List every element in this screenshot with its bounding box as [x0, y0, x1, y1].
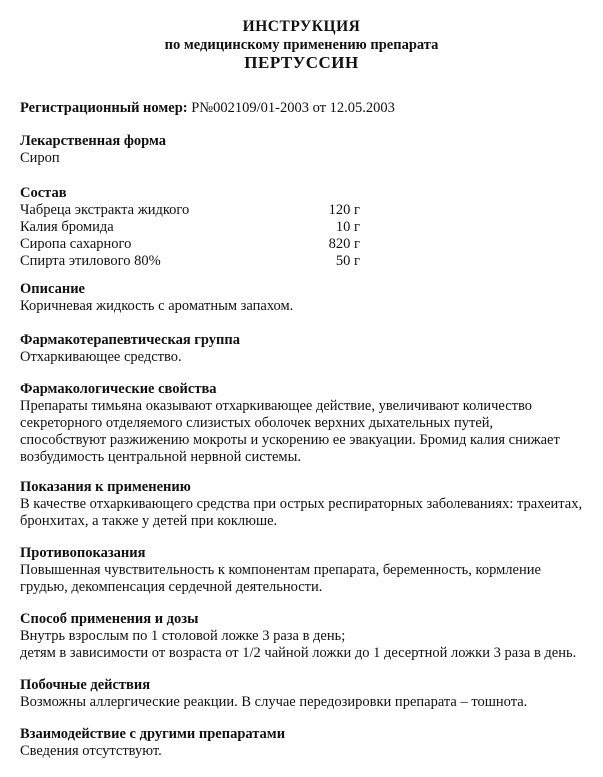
section-text: Возможны аллергические реакции. В случае передозировки препарата – тошнота.: [20, 694, 528, 710]
section-pharm-group: [20, 332, 588, 366]
registration-label: Регистрационный номер:: [20, 100, 188, 116]
section-title: Фармакотерапевтическая группа: [20, 332, 240, 348]
section-interactions: [20, 726, 588, 760]
composition-row: [20, 202, 360, 219]
section-title: Взаимодействие с другими препаратами: [20, 726, 286, 742]
text-line: бронхитах, а также у детей при коклюше.: [20, 513, 278, 529]
section-indications: [20, 479, 588, 530]
section-pharm-properties: [20, 381, 588, 466]
registration-value: Р№002109/01-2003 от 12.05.2003: [191, 100, 395, 116]
section-title: Описание: [20, 281, 85, 297]
ingredient-qty: 120 г: [328, 202, 360, 218]
ingredient-qty: 50 г: [335, 253, 360, 269]
section-text: Коричневая жидкость с ароматным запахом.: [20, 298, 294, 314]
text-line: возбудимость центральной нервной системы.: [20, 449, 301, 465]
text-line: детям в зависимости от возраста от 1/2 чайной ложки до 1 десертной ложки 3 раза в день.: [20, 645, 577, 661]
text-line: Препараты тимьяна оказывают отхаркивающее действие, увеличивают количество: [20, 398, 532, 414]
section-text: Сведения отсутствуют.: [20, 743, 162, 759]
ingredient-name: Чабреца экстракта жидкого: [20, 202, 190, 218]
ingredient-name: Сиропа сахарного: [20, 236, 132, 252]
text-line: способствуют разжижению мокроты и ускорению ее эвакуации. Бромид калия снижает: [20, 432, 560, 448]
doc-subtitle: по медицинскому применению препарата: [164, 37, 439, 53]
section-dosage-form: [20, 133, 588, 167]
composition-row: [20, 219, 360, 236]
doc-title: ИНСТРУКЦИЯ: [242, 18, 361, 35]
composition-row: [20, 236, 360, 253]
section-contraindications: [20, 545, 588, 596]
ingredient-qty: 10 г: [335, 219, 360, 235]
section-title: Противопоказания: [20, 545, 146, 561]
section-description: [20, 281, 588, 315]
section-composition: [20, 185, 588, 270]
section-side-effects: [20, 677, 588, 711]
section-title: Показания к применению: [20, 479, 191, 495]
section-title: Состав: [20, 185, 67, 201]
text-line: секреторного отделяемого слизистых оболочек верхних дыхательных путей,: [20, 415, 494, 431]
section-title: Лекарственная форма: [20, 133, 166, 149]
text-line: В качестве отхаркивающего средства при острых респираторных заболеваниях: трахеитах,: [20, 496, 583, 512]
composition-row: [20, 253, 360, 270]
ingredient-name: Спирта этилового 80%: [20, 253, 161, 269]
text-line: Внутрь взрослым по 1 столовой ложке 3 раза в день;: [20, 628, 346, 644]
ingredient-qty: 820 г: [328, 236, 360, 252]
section-text: Отхаркивающее средство.: [20, 349, 182, 365]
text-line: Повышенная чувствительность к компонентам препарата, беременность, кормление: [20, 562, 541, 578]
ingredient-name: Калия бромида: [20, 219, 114, 235]
section-title: Способ применения и дозы: [20, 611, 199, 627]
registration-number: [20, 100, 395, 117]
text-line: грудью, декомпенсация сердечной деятельности.: [20, 579, 323, 595]
drug-name: ПЕРТУССИН: [244, 53, 359, 72]
section-title: Побочные действия: [20, 677, 151, 693]
section-text: Сироп: [20, 150, 60, 166]
section-dosage: [20, 611, 588, 662]
section-title: Фармакологические свойства: [20, 381, 217, 397]
